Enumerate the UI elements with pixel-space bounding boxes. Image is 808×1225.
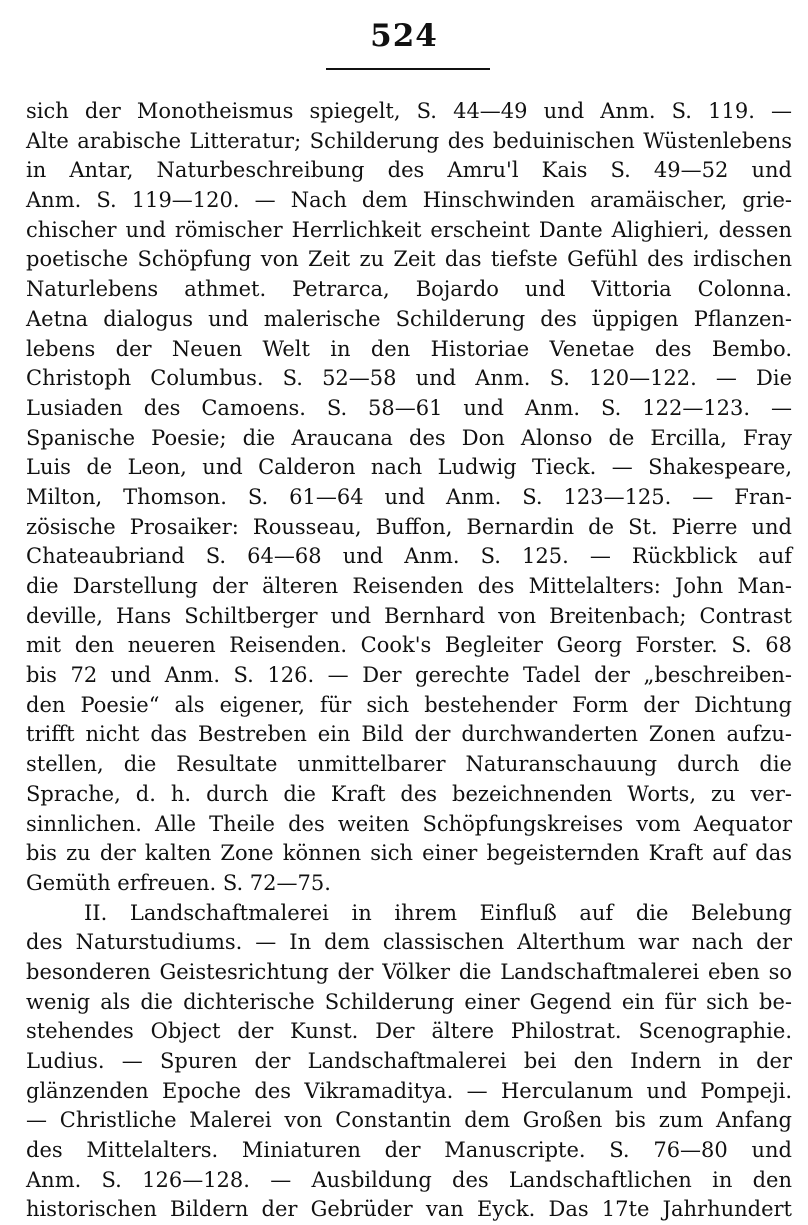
text-line: besonderen Geistesrichtung der Völker die Landschaftmalerei eben so [26,959,792,984]
text-line: — Christliche Malerei von Constantin dem Großen bis zum Anfang [26,1108,792,1133]
text-line: mit den neueren Reisenden. Cook's Begleiter Georg Forster. S. 68 [26,633,792,658]
text-line: chischer und römischer Herrlichkeit erscheint Dante Alighieri, dessen [26,217,792,242]
text-line: lebens der Neuen Welt in den Historiae Venetae des Bembo. [26,336,792,361]
text-line: poetische Schöpfung von Zeit zu Zeit das tiefste Gefühl des irdischen [26,247,792,272]
text-line: Sprache, d. h. durch die Kraft des bezeichnenden Worts, zu ver- [26,781,792,806]
header-rule [326,68,490,70]
page-number: 524 [370,18,438,54]
paragraph-end-line: Gemüth erfreuen. S. 72—75. [26,870,331,895]
section-heading-line: II. Landschaftmalerei in ihrem Einfluß auf die Belebung [84,900,792,925]
text-line: des Mittelalters. Miniaturen der Manuscripte. S. 76—80 und [26,1138,792,1163]
text-line: Anm. S. 119—120. — Nach dem Hinschwinden aramäischer, grie- [26,188,792,213]
text-line: Luis de Leon, und Calderon nach Ludwig Tieck. — Shakespeare, [26,455,792,480]
text-line: Christoph Columbus. S. 52—58 und Anm. S. 120—122. — Die [26,366,792,391]
text-line: stehendes Object der Kunst. Der ältere Philostrat. Scenographie. [26,1019,792,1044]
text-line: die Darstellung der älteren Reisenden des Mittelalters: John Man- [26,574,792,598]
text-line: Spanische Poesie; die Araucana des Don Alonso de Ercilla, Fray [26,425,792,450]
text-line: deville, Hans Schiltberger und Bernhard von Breitenbach; Contrast [26,603,792,628]
text-line: sinnlichen. Alle Theile des weiten Schöpfungskreises vom Aequator [26,811,792,836]
text-line: trifft nicht das Bestreben ein Bild der durchwanderten Zonen aufzu- [26,722,792,747]
text-line: den Poesie“ als eigener, für sich bestehender Form der Dichtung [26,692,792,717]
text-line: stellen, die Resultate unmittelbarer Naturanschauung durch die [26,752,792,777]
text-line: sich der Monotheismus spiegelt, S. 44—49 und Anm. S. 119. — [26,99,792,123]
text-line: Milton, Thomson. S. 61—64 und Anm. S. 123—125. — Fran- [26,484,792,509]
text-line: bis zu der kalten Zone können sich einer begeisternden Kraft auf das [26,841,792,866]
text-line: Aetna dialogus und malerische Schilderung des üppigen Pflanzen- [26,306,792,331]
text-line: bis 72 und Anm. S. 126. — Der gerechte Tadel der „beschreiben- [26,663,792,688]
text-line: wenig als die dichterische Schilderung einer Gegend ein für sich be- [26,989,792,1014]
text-line: Ludius. — Spuren der Landschaftmalerei bei den Indern in der [26,1049,792,1073]
text-line: Alte arabische Litteratur; Schilderung des beduinischen Wüstenlebens [26,128,792,153]
text-line: glänzenden Epoche des Vikramaditya. — Herculanum und Pompeji. [26,1078,792,1103]
text-line: Lusiaden des Camoens. S. 58—61 und Anm. S. 122—123. — [26,395,792,420]
text-line: Chateaubriand S. 64—68 und Anm. S. 125. — Rückblick auf [26,544,792,569]
text-line: zösische Prosaiker: Rousseau, Buffon, Bernardin de St. Pierre und [26,514,792,539]
text-line: Anm. S. 126—128. — Ausbildung des Landschaftlichen in den [26,1167,792,1192]
text-line: historischen Bildern der Gebrüder van Eyck. Das 17te Jahrhundert [26,1197,792,1222]
text-line: des Naturstudiums. — In dem classischen Alterthum war nach der [26,930,792,955]
body-text [26,97,792,1225]
text-line: in Antar, Naturbeschreibung des Amru'l Kais S. 49—52 und [26,158,792,183]
text-line: Naturlebens athmet. Petrarca, Bojardo und Vittoria Colonna. [26,277,792,302]
